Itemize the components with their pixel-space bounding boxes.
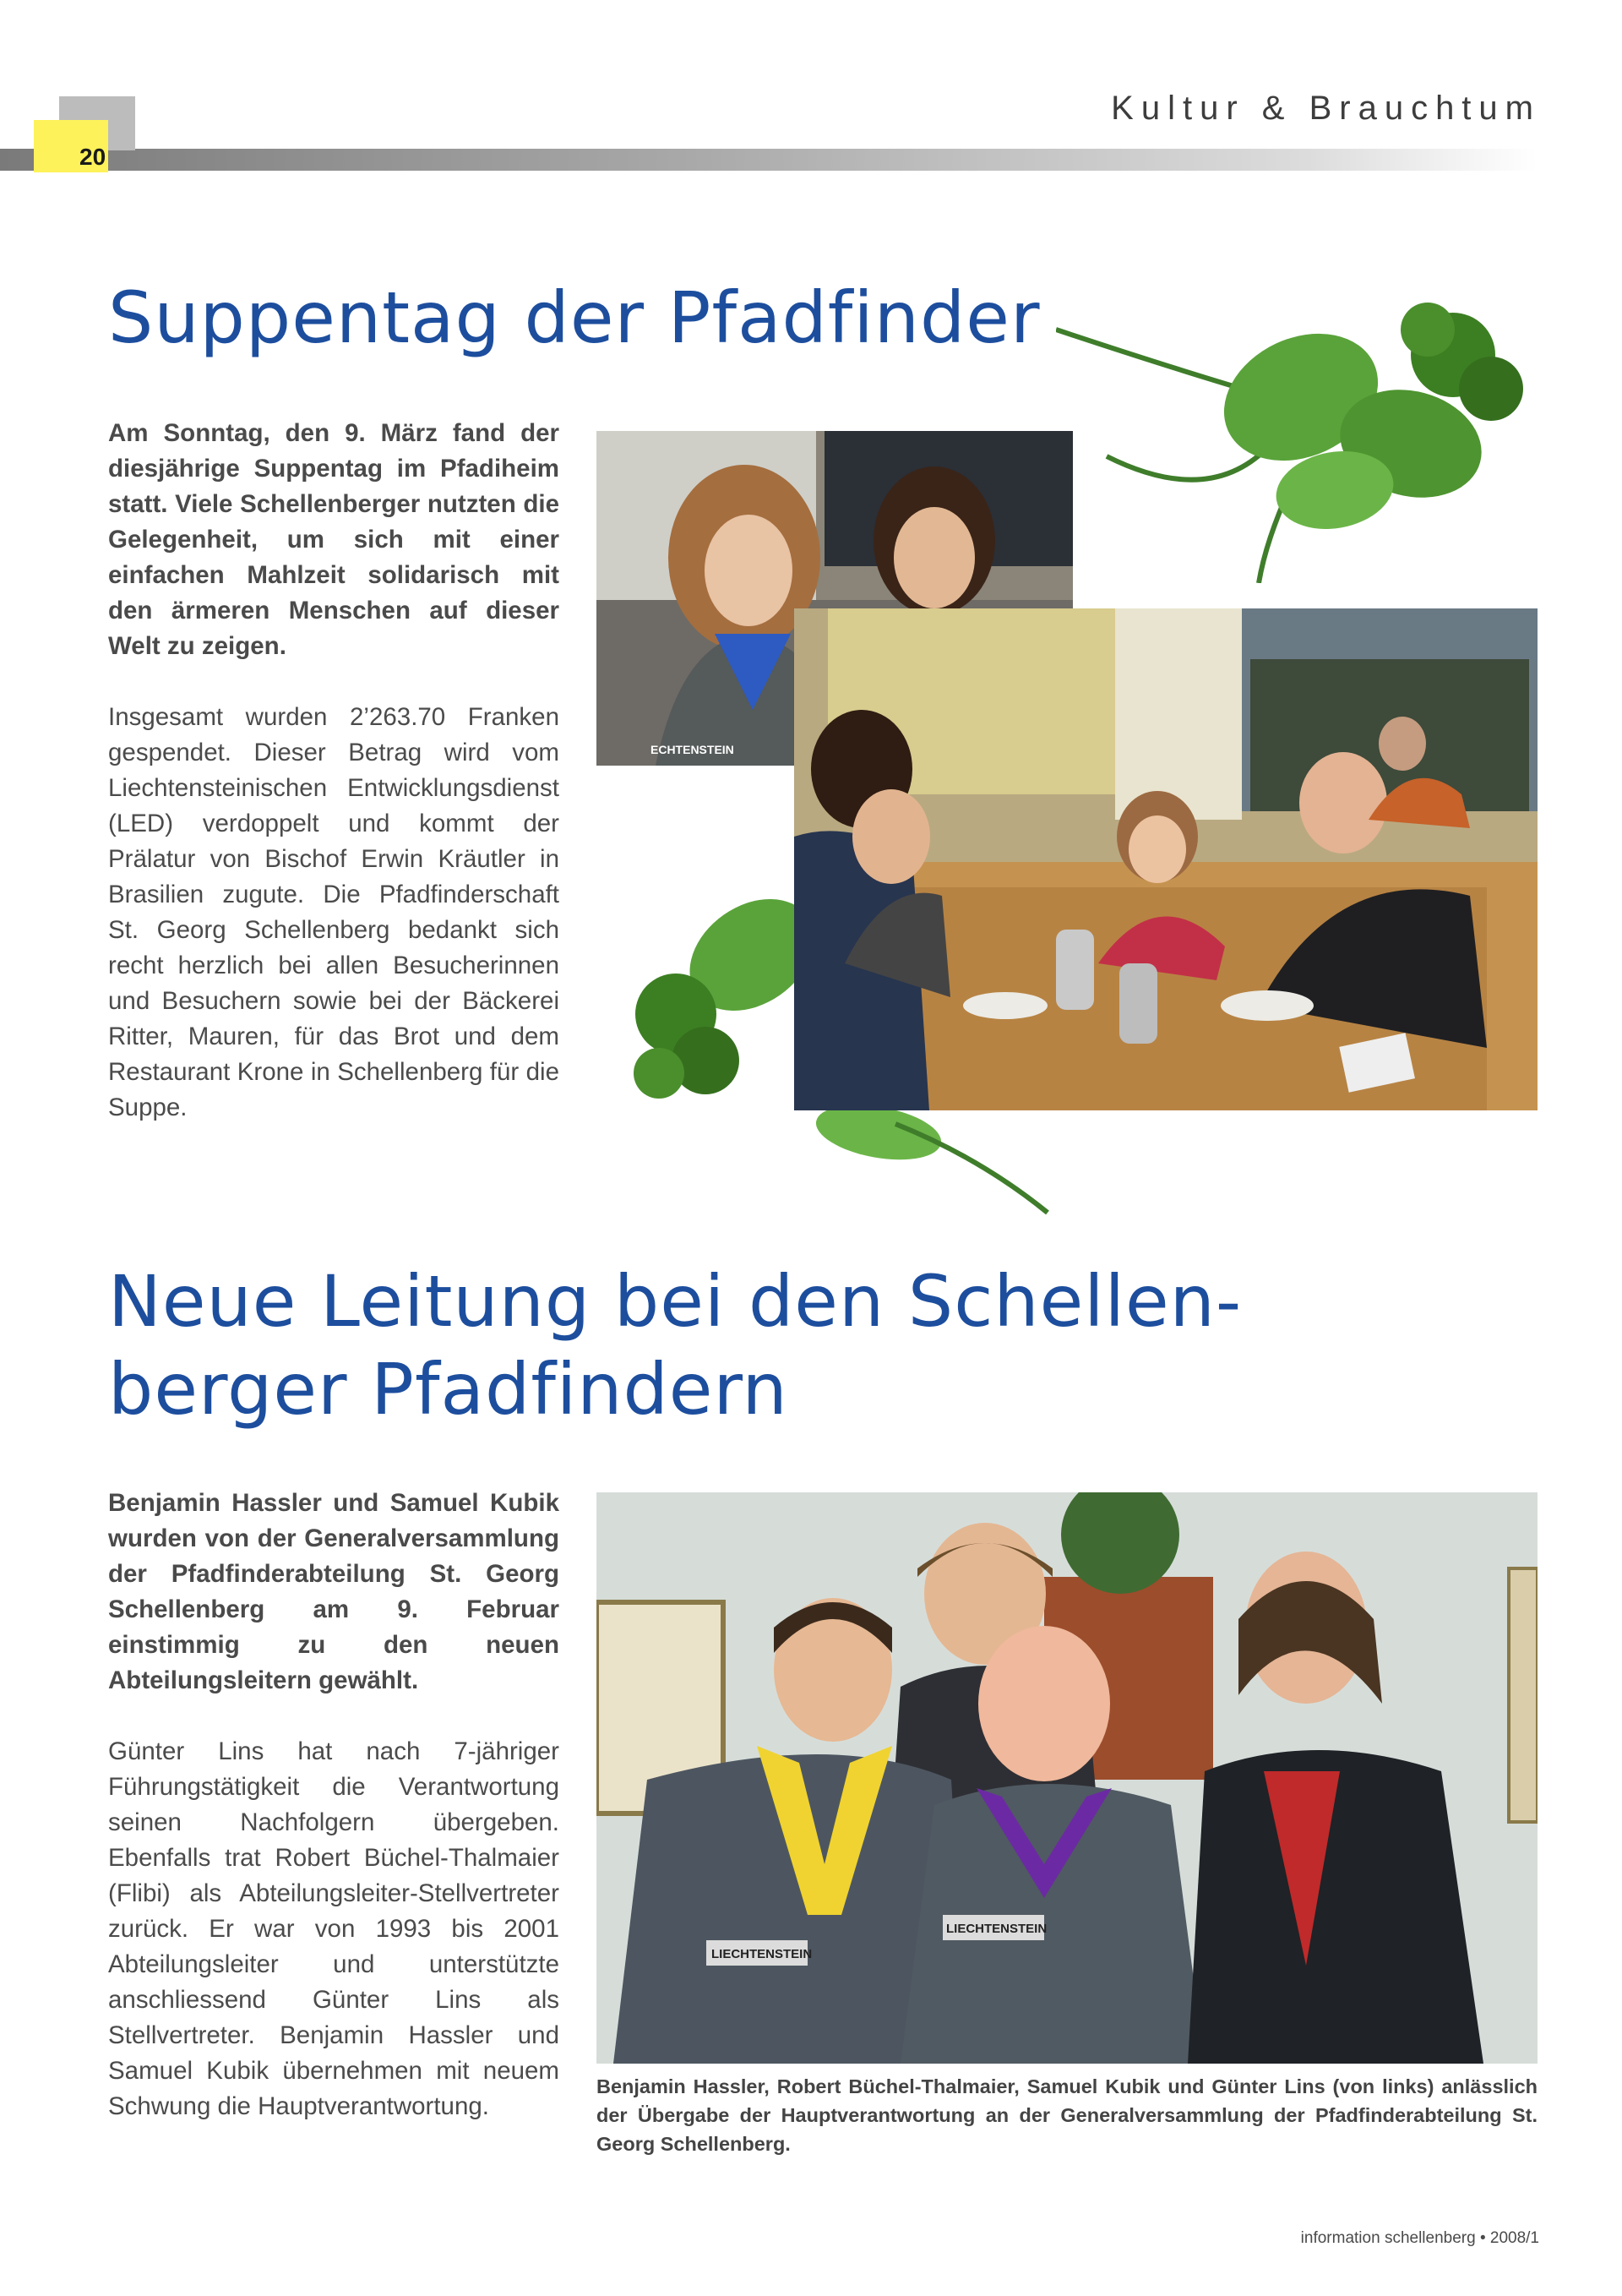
page-number: 20 (79, 144, 106, 170)
photo3-badge-text-1: LIECHTENSTEIN (711, 1947, 813, 1961)
footer-publication: information schellenberg • 2008/1 (1300, 2229, 1539, 2247)
photo1-neckerchief-text: ECHTENSTEIN (650, 743, 734, 756)
header-bar (0, 149, 1538, 171)
section-title: Kultur & Brauchtum (1111, 90, 1541, 127)
photo-dining-table (794, 608, 1538, 1110)
herb-decoration-top (1056, 279, 1546, 583)
article2-title-line2: berger Pfadfindern (108, 1348, 788, 1431)
article2-text-column (108, 1486, 559, 2124)
article2-title (108, 1257, 1333, 1433)
photo-caption: Benjamin Hassler, Robert Büchel-Thalmaier, Samuel Kubik und Günter Lins (von links) anlässlich der Übergabe der Hauptverantwortung an der Generalversammlung der Pfadfinderabteilung St. Georg Schellenberg. (596, 2075, 1538, 2155)
article2-lead: Benjamin Hassler und Samuel Kubik wurden von der Generalversammlung der Pfadfinderabteilung St. Georg Schellenberg am 9. Februar einstimmig zu den neuen Abteilungsleitern gewählt. (108, 1489, 559, 1694)
article2-body: Günter Lins hat nach 7-jähriger Führungstätigkeit die Verantwortung seinen Nachfolgern übergeben. Ebenfalls trat Robert Büchel-Thalmaier (Flibi) als Abteilungsleiter-Stellvertreter zurück. Er war von 1993 bis 2001 Abteilungsleiter und unterstützte anschliessend Günter Lins als Stellvertreter. Benjamin Hassler und Samuel Kubik übernehmen mit neuem Schwung die Hauptverantwortung. (108, 1737, 559, 2120)
article2-title-line1: Neue Leitung bei den Schellen- (108, 1260, 1243, 1343)
photo3-badge-text-2: LIECHTENSTEIN (946, 1922, 1048, 1936)
article1-title: Suppentag der Pfadfinder (108, 276, 1041, 359)
photo-scout-leaders (596, 1492, 1538, 2064)
article1-body: Insgesamt wurden 2’263.70 Franken gespendet. Dieser Betrag wird vom Liechtensteinischen Entwicklungsdienst (LED) verdoppelt und kommt der Prälatur von Bischof Erwin Kräutler in Brasilien zugute. Die Pfadfinderschaft St. Georg Schellenberg bedankt sich recht herzlich bei allen Besucherinnen und Besuchern sowie bei der Bäckerei Ritter, Mauren, für das Brot und dem Restaurant Krone in Schellenberg für die Suppe. (108, 703, 559, 1121)
article1-lead: Am Sonntag, den 9. März fand der diesjährige Suppentag im Pfadiheim statt. Viele Schellenberger nutzten die Gelegenheit, um sich mit einer einfachen Mahlzeit solidarisch mit den ärmeren Menschen auf dieser Welt zu zeigen. (108, 419, 559, 660)
article1-text-column (108, 416, 559, 1126)
